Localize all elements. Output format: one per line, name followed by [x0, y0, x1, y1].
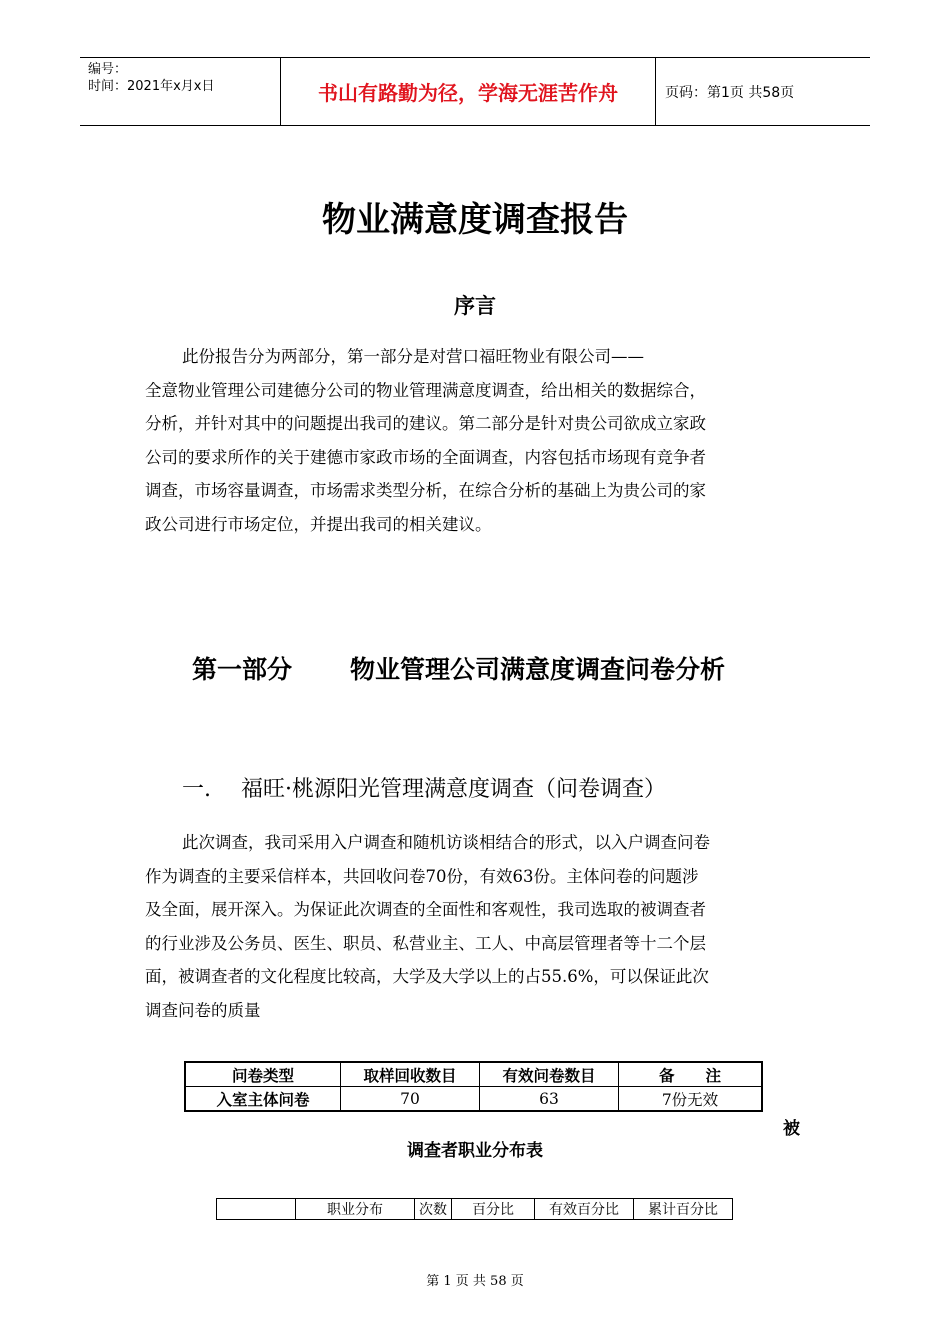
caption-prefix: 被 [783, 1119, 800, 1139]
page-footer: 第 1 页 共 58 页 [426, 1274, 524, 1289]
table-header-cell: 取样回收数目 [341, 1062, 480, 1087]
survey-paragraph [145, 826, 805, 1027]
header-meta [88, 61, 214, 95]
section-name: 福旺·桃源阳光管理满意度调查（问卷调查） [241, 777, 666, 802]
preface-line: 公司的要求所作的关于建德市家政市场的全面调查，内容包括市场现有竞争者 [145, 447, 706, 467]
table-cell: 7份无效 [619, 1087, 763, 1112]
survey-line: 作为调查的主要采信样本，共回收问卷70份，有效63份。主体问卷的问题涉 [145, 866, 699, 886]
table-cell: 70 [341, 1087, 480, 1112]
page-header [80, 57, 870, 126]
survey-line: 此次调查，我司采用入户调查和随机访谈相结合的形式，以入户调查问卷 [182, 833, 710, 852]
table-cell: 入室主体问卷 [185, 1087, 341, 1112]
time-label: 时间：2021年x月x日 [88, 79, 215, 94]
preface-line: 此份报告分为两部分，第一部分是对营口福旺物业有限公司—— [182, 347, 644, 366]
preface-line: 全意物业管理公司建德分公司的物业管理满意度调查，给出相关的数据综合， [145, 380, 706, 400]
table-header-row [185, 1062, 762, 1087]
questionnaire-table [184, 1061, 763, 1112]
document-title: 物业满意度调查报告 [322, 200, 628, 240]
survey-line: 调查问卷的质量 [145, 1000, 261, 1020]
part-label: 第一部分 [192, 655, 293, 684]
table-header-row [217, 1199, 733, 1220]
survey-line: 面，被调查者的文化程度比较高，大学及大学以上的占55.6%，可以保证此次 [145, 967, 709, 986]
occupation-table [216, 1198, 733, 1220]
table-header-cell: 累计百分比 [634, 1199, 733, 1220]
part-heading [192, 650, 725, 686]
serial-label: 编号： [88, 62, 128, 77]
preface-paragraph [145, 340, 805, 541]
table-header-cell: 职业分布 [296, 1199, 415, 1220]
occupation-table-caption: 调查者职业分布表 [407, 1141, 543, 1161]
table-header-cell: 问卷类型 [185, 1062, 341, 1087]
table-header-cell [217, 1199, 296, 1220]
part-name: 物业管理公司满意度调查问卷分析 [350, 655, 726, 684]
preface-line: 政公司进行市场定位，并提出我司的相关建议。 [145, 514, 492, 534]
section-heading [182, 772, 666, 803]
preface-line: 分析，并针对其中的问题提出我司的建议。第二部分是针对贵公司欲成立家政 [145, 414, 706, 433]
table-cell: 63 [480, 1087, 619, 1112]
header-motto: 书山有路勤为径，学海无涯苦作舟 [280, 58, 656, 125]
preface-heading: 序言 [454, 294, 496, 318]
table-header-cell: 有效问卷数目 [480, 1062, 619, 1087]
header-page-info: 页码：第1页 共58页 [665, 84, 795, 101]
table-row [185, 1087, 762, 1112]
table-header-cell: 备 注 [619, 1062, 763, 1087]
preface-line: 调查，市场容量调查，市场需求类型分析，在综合分析的基础上为贵公司的家 [145, 481, 706, 500]
survey-line: 的行业涉及公务员、医生、职员、私营业主、工人、中高层管理者等十二个层 [145, 933, 706, 953]
section-number: 一. [182, 777, 211, 802]
table-header-cell: 有效百分比 [535, 1199, 634, 1220]
table-header-cell: 百分比 [452, 1199, 535, 1220]
table-header-cell: 次数 [415, 1199, 452, 1220]
survey-line: 及全面，展开深入。为保证此次调查的全面性和客观性，我司选取的被调查者 [145, 900, 706, 919]
